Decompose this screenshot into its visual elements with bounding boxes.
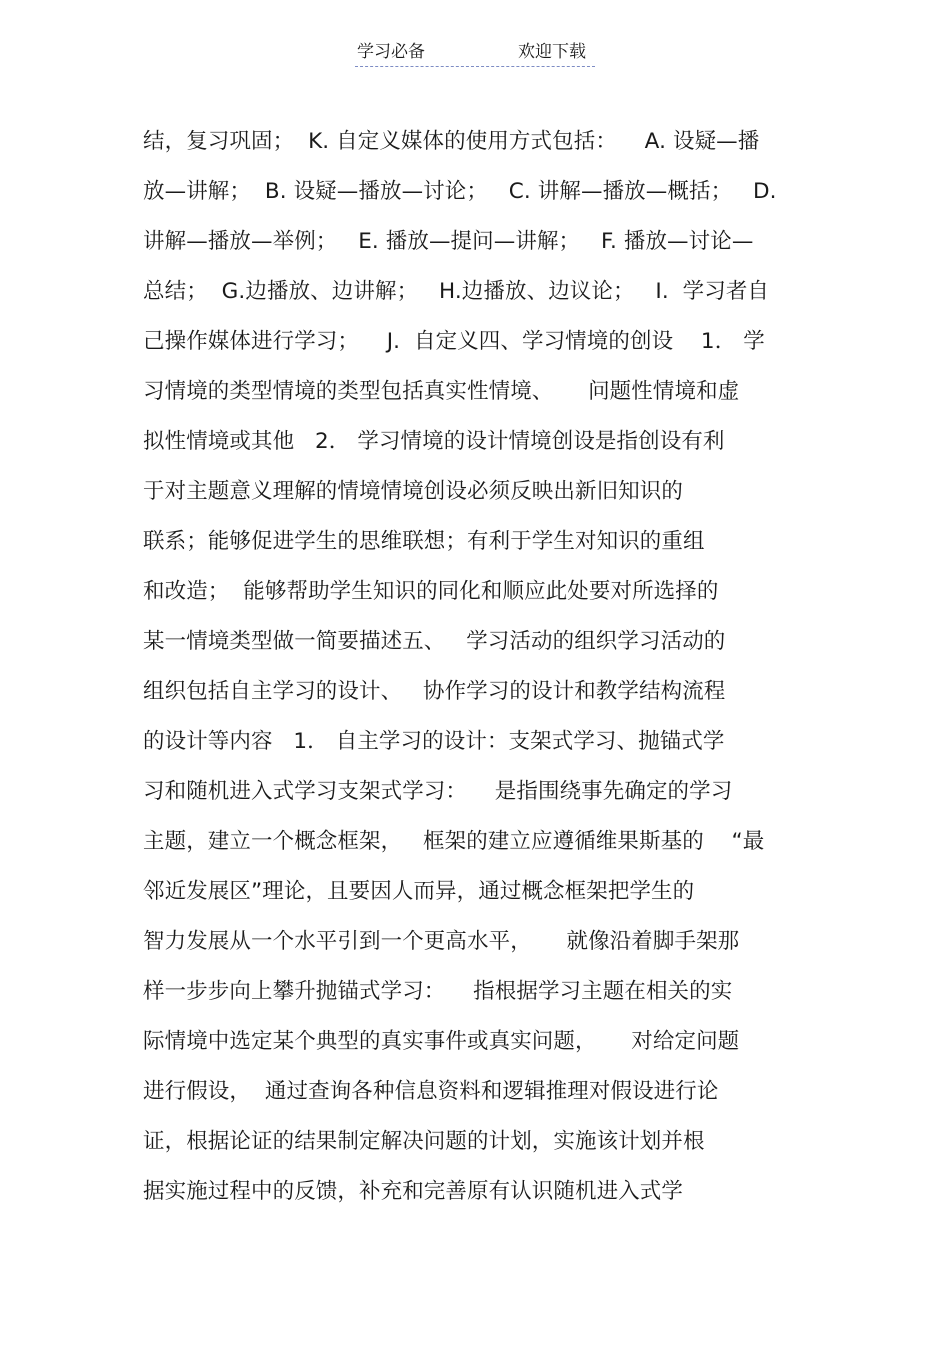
header-left-text: 学习必备: [357, 42, 425, 62]
text-line: 进行假设， 通过查询各种信息资料和逻辑推理对假设进行论: [143, 1079, 719, 1104]
text-line: 和改造； 能够帮助学生知识的同化和顺应此处要对所选择的: [143, 579, 719, 604]
text-line: 讲解—播放—举例； E. 播放—提问—讲解； F. 播放—讨论—: [143, 229, 754, 254]
text-line: 际情境中选定某个典型的真实事件或真实问题， 对给定问题: [143, 1029, 740, 1054]
text-line: 放—讲解； B. 设疑—播放—讨论； C. 讲解—播放—概括； D.: [143, 179, 777, 204]
header-right-text: 欢迎下载: [518, 42, 586, 62]
text-line: 邻近发展区”理论，且要因人而异，通过概念框架把学生的: [143, 879, 695, 904]
text-line: 的设计等内容 1． 自主学习的设计：支架式学习、抛锚式学: [143, 729, 725, 754]
text-line: 组织包括自主学习的设计、 协作学习的设计和教学结构流程: [143, 679, 726, 704]
text-line: 样一步步向上攀升抛锚式学习： 指根据学习主题在相关的实: [143, 979, 733, 1004]
text-line: 习情境的类型情境的类型包括真实性情境、 问题性情境和虚: [143, 379, 740, 404]
text-line: 联系；能够促进学生的思维联想；有利于学生对知识的重组: [143, 529, 705, 554]
page-header: [355, 40, 595, 67]
text-line: 主题，建立一个概念框架， 框架的建立应遵循维果斯基的 “最: [143, 829, 765, 854]
text-line: 拟性情境或其他 2． 学习情境的设计情境创设是指创设有利: [143, 429, 725, 454]
text-line: 某一情境类型做一简要描述五、 学习活动的组织学习活动的: [143, 629, 726, 654]
text-line: 结，复习巩固； K. 自定义媒体的使用方式包括： A. 设疑—播: [143, 129, 760, 154]
text-line: 总结； G.边播放、边讲解； H.边播放、边议论； I. 学习者自: [143, 279, 770, 304]
text-line: 习和随机进入式学习支架式学习： 是指围绕事先确定的学习: [143, 779, 733, 804]
text-line: 己操作媒体进行学习； J. 自定义四、学习情境的创设 1． 学: [143, 329, 765, 354]
text-line: 证，根据论证的结果制定解决问题的计划，实施该计划并根: [143, 1129, 705, 1154]
text-line: 据实施过程中的反馈，补充和完善原有认识随机进入式学: [143, 1179, 684, 1204]
document-body: [143, 117, 813, 1217]
text-line: 于对主题意义理解的情境情境创设必须反映出新旧知识的: [143, 479, 684, 504]
text-line: 智力发展从一个水平引到一个更高水平， 就像沿着脚手架那: [143, 929, 740, 954]
